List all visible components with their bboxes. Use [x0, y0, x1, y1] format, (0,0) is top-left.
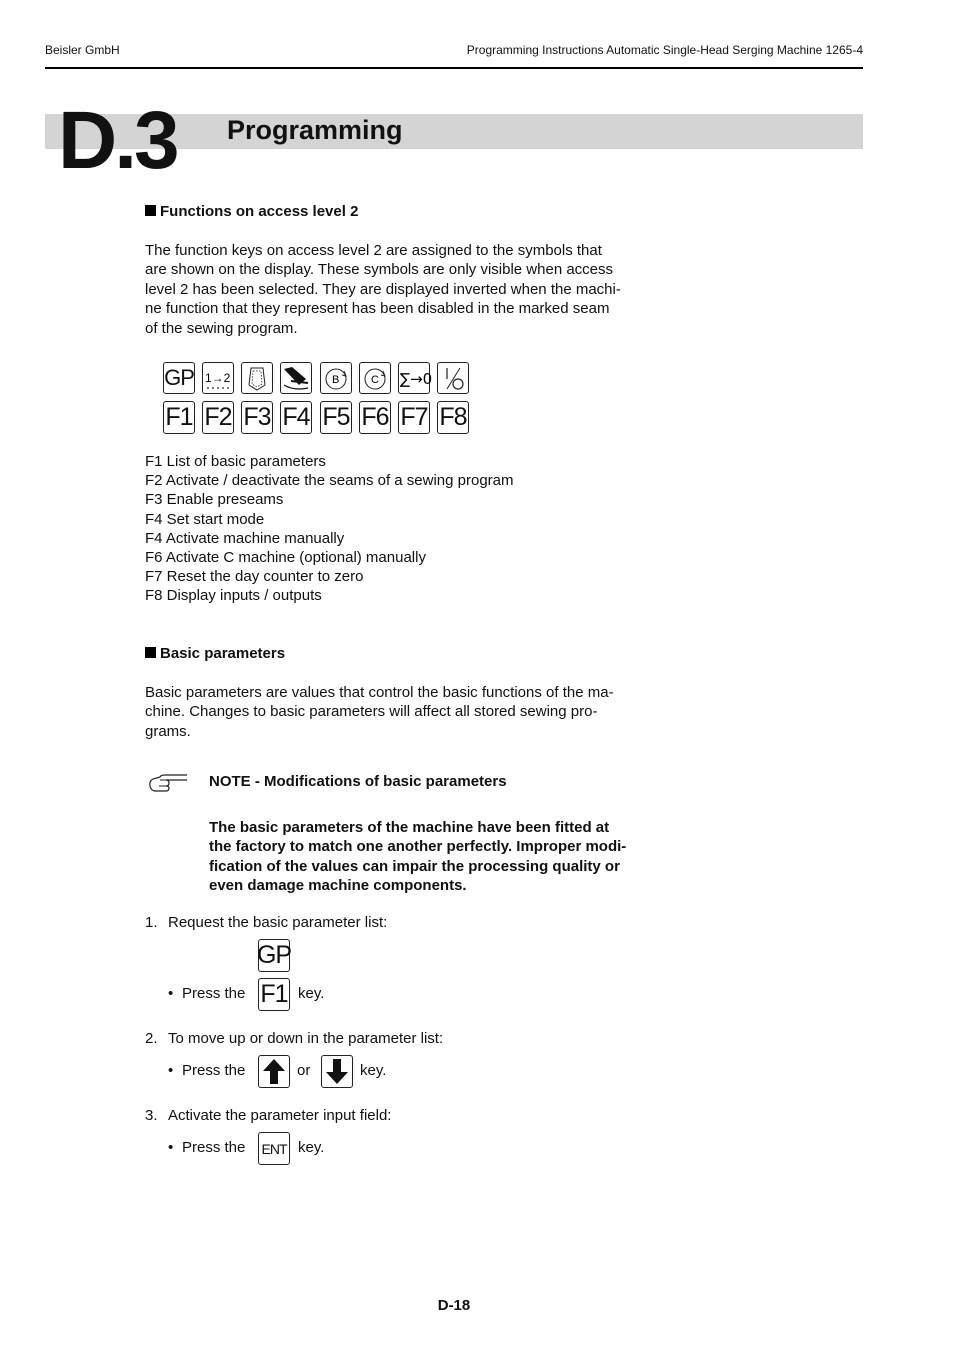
step-2-bullet-dot: • — [168, 1062, 174, 1079]
list-item: F7 Reset the day counter to zero — [145, 568, 364, 586]
bullet-square-icon — [145, 205, 156, 216]
b-machine-label: B — [332, 374, 340, 386]
arrow-down-key[interactable] — [321, 1055, 353, 1088]
note-body: The basic parameters of the machine have been fitted at the factory to match one another perfectly. Improper modi- fication of the values can impair the processing quality or even damage machine components. — [209, 819, 627, 895]
c-machine-label: C — [371, 374, 379, 386]
list-item: F4 Set start mode — [145, 510, 265, 528]
counter-reset-icon[interactable] — [398, 362, 433, 394]
arrow-up-icon — [260, 1057, 288, 1086]
header-rule — [45, 67, 863, 69]
chapter-title: Programming — [227, 115, 403, 145]
step-1-text: Request the basic parameter list: — [168, 914, 388, 931]
arrow-down-icon — [323, 1057, 351, 1086]
basic-parameters-paragraph: Basic parameters are values that control the basic functions of the ma- chine. Changes to basic parameters will affect all stored sewing pro- grams. — [145, 684, 614, 740]
note-title: NOTE - Modifications of basic parameters — [209, 773, 507, 790]
b-machine-icon[interactable] — [320, 362, 352, 394]
step-3-key-text: key. — [298, 1139, 325, 1156]
arrow-up-key[interactable] — [258, 1055, 290, 1088]
step-3-number: 3. — [145, 1107, 158, 1124]
list-item: F6 Activate C machine (optional) manually — [145, 549, 426, 567]
counter-reset-label: ∑→0 — [400, 370, 433, 388]
list-item: F2 Activate / deactivate the seams of a sewing program — [145, 472, 514, 490]
bullet-square-icon — [145, 647, 156, 658]
preseam-icon[interactable] — [241, 362, 273, 394]
f4-key[interactable]: F4 — [280, 401, 312, 434]
f1-key-step[interactable]: F1 — [258, 978, 290, 1011]
step-2-or-text: or — [297, 1062, 311, 1079]
start-mode-icon[interactable] — [280, 362, 312, 394]
list-item: F8 Display inputs / outputs — [145, 587, 322, 605]
list-item: F4 Activate machine manually — [145, 529, 345, 547]
function-key-list — [145, 452, 514, 606]
page-number: D-18 — [437, 1297, 471, 1314]
ent-key[interactable]: ENT — [258, 1132, 290, 1165]
f1-key[interactable]: F1 — [163, 401, 195, 434]
gp-icon[interactable]: GP — [163, 362, 195, 394]
step-3-press-text: Press the — [182, 1139, 246, 1156]
f7-key[interactable]: F7 — [398, 401, 430, 434]
pointing-hand-icon — [147, 770, 189, 801]
step-2-key-text: key. — [360, 1062, 387, 1079]
list-item: F3 Enable preseams — [145, 491, 284, 509]
f5-key[interactable]: F5 — [320, 401, 352, 434]
f3-key[interactable]: F3 — [241, 401, 273, 434]
step-1-number: 1. — [145, 914, 158, 931]
gp-display-key[interactable]: GP — [258, 939, 290, 972]
step-3-bullet-dot: • — [168, 1139, 174, 1156]
step-1-bullet-dot: • — [168, 985, 174, 1002]
step-1-press-text: Press the — [182, 985, 246, 1002]
seam-sequence-label: 1→2 — [205, 371, 231, 385]
f6-key[interactable]: F6 — [359, 401, 391, 434]
step-2-number: 2. — [145, 1030, 158, 1047]
chapter-number: D.3 — [58, 95, 177, 186]
section-heading-functions: Functions on access level 2 — [145, 203, 358, 220]
f2-key[interactable]: F2 — [202, 401, 234, 434]
f8-key[interactable]: F8 — [437, 401, 469, 434]
functions-paragraph: The function keys on access level 2 are assigned to the symbols that are shown on the display. These symbols are only visible when access level 2 has been selected. They are displayed inverted when the machi- ne function that they represent has been disabled in the marked seam of the sewing program. — [145, 242, 621, 337]
io-icon[interactable] — [437, 362, 469, 394]
step-1-key-text: key. — [298, 985, 325, 1002]
seam-sequence-icon[interactable] — [202, 362, 234, 394]
step-2-text: To move up or down in the parameter list: — [168, 1030, 444, 1047]
section-heading-basic-parameters: Basic parameters — [145, 645, 285, 662]
header-company: Beisler GmbH — [45, 43, 120, 57]
step-2-press-text: Press the — [182, 1062, 246, 1079]
list-item: F1 List of basic parameters — [145, 453, 326, 470]
step-3-text: Activate the parameter input field: — [168, 1107, 392, 1124]
c-machine-icon[interactable] — [359, 362, 391, 394]
header-document-title: Programming Instructions Automatic Single-Head Serging Machine 1265-4 — [466, 43, 863, 57]
